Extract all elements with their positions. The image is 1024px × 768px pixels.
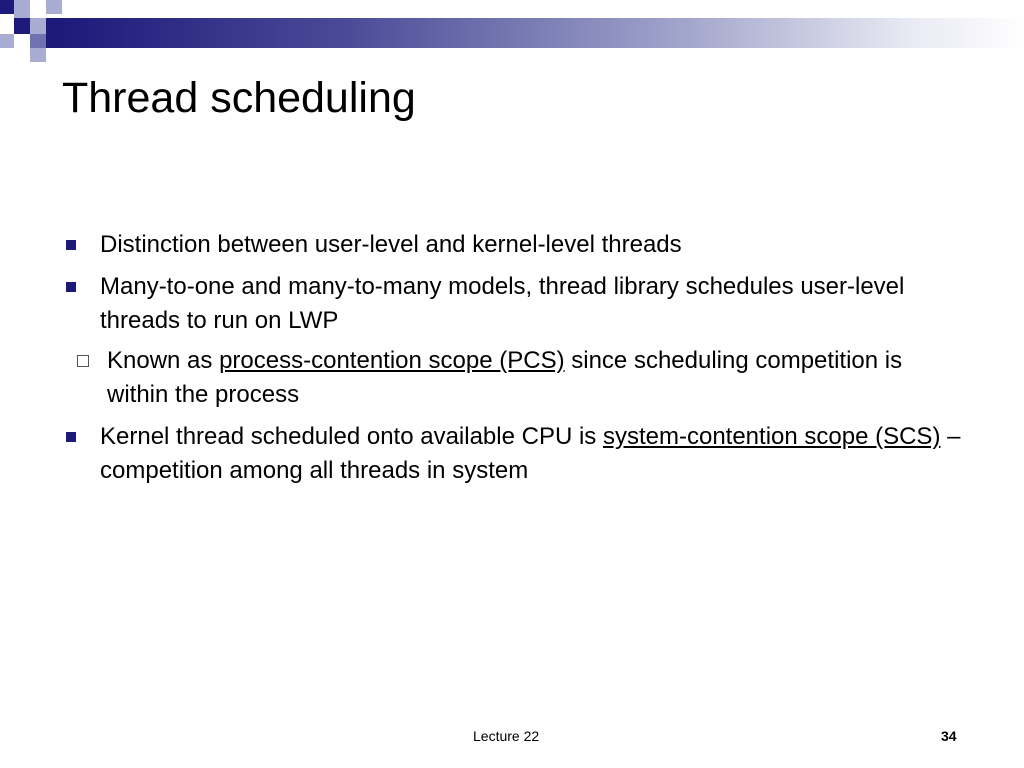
sub-bullet-prefix: Known as xyxy=(107,347,220,374)
footer-lecture-label: Lecture 22 xyxy=(473,728,540,744)
bullet-suffix: – competition among all threads in system xyxy=(100,423,961,484)
decor-square-5 xyxy=(30,18,46,34)
pcs-term: process-contention scope (PCS) xyxy=(219,347,565,374)
bullet-item xyxy=(62,228,962,262)
bullet-text: Many-to-one and many-to-many models, thread library schedules user-level threads to run on LWP xyxy=(100,273,905,334)
decor-square-4 xyxy=(14,18,30,34)
decor-square-8 xyxy=(30,34,46,48)
decor-square-9 xyxy=(30,48,46,62)
scs-term: system-contention scope (SCS) xyxy=(602,423,941,450)
bullet-text: Distinction between user-level and kernel-level threads xyxy=(100,231,682,258)
decor-square-2 xyxy=(14,0,30,18)
decor-square-7 xyxy=(0,34,14,48)
header-gradient-bar xyxy=(62,18,1024,48)
slide-content xyxy=(62,228,962,496)
page-number: 34 xyxy=(941,728,957,744)
sub-bullet-item xyxy=(24,344,962,412)
decor-square-6 xyxy=(46,18,62,48)
bullet-item xyxy=(62,270,962,338)
square-bullet-icon xyxy=(66,432,76,442)
square-bullet-icon xyxy=(66,240,76,250)
decor-square-3 xyxy=(46,0,62,14)
square-bullet-icon xyxy=(66,282,76,292)
sub-bullet-suffix: since scheduling competition is within the process xyxy=(107,347,903,408)
slide-title: Thread scheduling xyxy=(62,74,416,122)
decor-square-1 xyxy=(0,0,14,14)
bullet-item xyxy=(62,420,962,488)
bullet-prefix: Kernel thread scheduled onto available CPU is xyxy=(100,423,603,450)
hollow-square-bullet-icon xyxy=(77,355,89,367)
